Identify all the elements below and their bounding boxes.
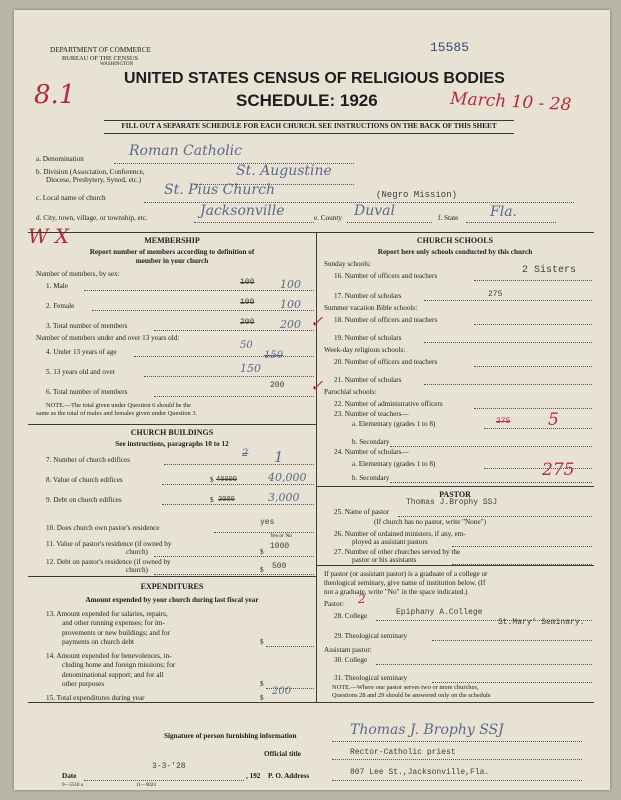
pastor-mark: 2 [358, 592, 366, 606]
q6-line [154, 396, 314, 397]
denomination-label: a. Denomination [36, 155, 84, 163]
q22-line [474, 408, 592, 409]
q12-dollar: $ [260, 566, 264, 574]
q13-line-2: and other running expenses; for im- [62, 619, 165, 628]
date-value: 3-3-'28 [152, 762, 186, 771]
church-name-label: c. Local name of church [36, 194, 106, 202]
q25-value: Thomas J.Brophy SSJ [406, 498, 498, 507]
membership-note-1: NOTE.—The total given under Question 6 should be the [46, 402, 192, 409]
table-bottom-rule [28, 702, 594, 703]
q5-line [144, 376, 314, 377]
buildings-sub: See instructions, paragraphs 10 to 12 [115, 440, 229, 448]
q23b-label: b. Secondary [352, 438, 390, 446]
q11-label-1: 11. Value of pastor's residence (if owned by [46, 540, 172, 548]
q1-new-value: 100 [280, 278, 301, 291]
q3-check-mark: ✓ [310, 312, 324, 331]
membership-sub-1: Report number of members according to definition of [89, 248, 255, 256]
pastor-sub-label: Pastor: [324, 600, 344, 608]
q20-label: 20. Number of officers and teachers [334, 358, 438, 366]
schools-title: CHURCH SCHOOLS [416, 236, 494, 245]
q18-label: 18. Number of officers and teachers [334, 316, 438, 324]
q8-old-value: 40000 [216, 476, 238, 484]
q20-line [474, 366, 592, 367]
red-annotation-number: 8.1 [34, 80, 76, 110]
q17-value: 275 [488, 290, 503, 299]
q3-label: 3. Total number of members [46, 322, 128, 330]
q11-label-2: church) [126, 548, 148, 556]
address-value: 807 Lee St.,Jacksonville,Fla. [350, 768, 490, 777]
q9-label: 9. Debt on church edifices [46, 496, 122, 504]
q27-label-1: 27. Number of other churches served by the [334, 548, 461, 556]
q12-label-2: church) [126, 566, 148, 574]
q13-line [266, 646, 314, 647]
q5-value: 150 [240, 362, 261, 375]
q11-line [154, 556, 314, 557]
q11-dollar: $ [260, 548, 264, 556]
age-heading: Number of members under and over 13 years old: [36, 334, 180, 342]
membership-title: MEMBERSHIP [144, 236, 200, 245]
q6-check-mark: ✓ [310, 376, 324, 395]
q10-line [214, 532, 314, 533]
census-schedule-sheet [14, 10, 610, 790]
address-line [332, 780, 582, 781]
sunday-schools-label: Sunday schools: [324, 260, 371, 268]
date-year: , 192 [246, 772, 261, 780]
instruction-line: FILL OUT A SEPARATE SCHEDULE FOR EACH CHURCH. SEE INSTRUCTIONS ON THE BACK OF THIS SHEET [121, 122, 497, 130]
q15-value: 200 [272, 686, 292, 697]
q8-label: 8. Value of church edifices [46, 476, 123, 484]
q4-line [134, 356, 314, 357]
graduate-note-2: theological seminary, give name of institution below. (If [324, 579, 486, 587]
q4-value-a: 50 [240, 340, 253, 351]
q17-label: 17. Number of scholars [334, 292, 402, 300]
header-rule-2 [104, 133, 514, 134]
red-cross-mark: W X [28, 224, 70, 248]
q29-value: St.Mary' Seminary. [498, 618, 585, 627]
q10-value: yes [260, 518, 275, 527]
expenditures-sub: Amount expended by your church during last fiscal year [85, 596, 259, 604]
q24b-value: 275 [542, 460, 575, 480]
q9-dollar: $ [210, 496, 214, 504]
bureau-label: BUREAU OF THE CENSUS [62, 55, 139, 62]
q23-label: 23. Number of teachers— [334, 410, 409, 418]
right-section-rule-2 [316, 565, 594, 566]
q16-line [474, 280, 592, 281]
q16-value: 2 Sisters [522, 265, 577, 276]
q8-dollar: $ [210, 476, 214, 484]
q28-value: Epiphany A.College [396, 608, 483, 617]
q29-label: 29. Theological seminary [334, 632, 408, 640]
membership-note-2: same as the total of males and females given under Question 3. [36, 410, 198, 417]
q23a-line [484, 428, 592, 429]
q3-old-value: 200 [240, 318, 255, 327]
pastor-note [332, 684, 491, 699]
weekday-schools-label: Week-day religious schools: [324, 346, 406, 354]
signature-value: Thomas J. Brophy SSJ [350, 722, 504, 738]
q2-old-value: 100 [240, 298, 255, 307]
q17-line [424, 300, 592, 301]
members-by-sex: Number of members, by sex: [36, 270, 120, 278]
q1-old-value: 100 [240, 278, 255, 287]
membership-sub-2: member in your church [135, 257, 209, 265]
q13-line-4: payments on church debt [62, 638, 135, 647]
q22-label: 22. Number of administrative officers [334, 400, 443, 408]
city-field-label: d. City, town, village, or township, etc. [36, 214, 148, 222]
summer-schools-label: Summer vacation Bible schools: [324, 304, 418, 312]
q25-note: (If church has no pastor, write "None") [374, 518, 486, 526]
pastor-title: PASTOR [439, 490, 471, 499]
q8-new-value: 40,000 [268, 471, 307, 484]
center-column-divider [316, 232, 317, 702]
q11-value: 1000 [270, 542, 290, 551]
form-number: 9—5518 a [62, 783, 83, 788]
left-section-rule-2 [28, 576, 316, 577]
state-line [466, 222, 556, 223]
church-name-value: St. Pius Church [164, 182, 275, 198]
official-title-label: Official title [264, 750, 301, 758]
address-label: P. O. Address [268, 772, 310, 780]
q4-label: 4. Under 13 years of age [46, 348, 117, 356]
q9-new-value: 3,000 [268, 491, 300, 504]
q2-new-value: 100 [280, 298, 301, 311]
q14-dollar: $ [260, 680, 264, 688]
buildings-title: CHURCH BUILDINGS [130, 428, 214, 437]
header-rule [104, 120, 514, 121]
red-annotation-date: March 10 - 28 [449, 88, 572, 116]
graduate-note-1: If pastor (or assistant pastor) is a graduate of a college or [324, 570, 488, 578]
q7-line [164, 464, 314, 465]
church-name-note: (Negro Mission) [376, 190, 458, 200]
q27-label-2: pastor or his assistants [352, 556, 417, 564]
print-number: 11—9024 [136, 783, 156, 788]
city-field-value: Jacksonville [200, 203, 285, 219]
department-label: DEPARTMENT OF COMMERCE [50, 46, 152, 54]
city-field-line [194, 222, 314, 223]
q24a-line [484, 468, 592, 469]
q15-label: 15. Total expenditures during year [46, 694, 145, 702]
q27-line [452, 564, 592, 565]
q26-label-2: ployed as assistant pastors [352, 538, 428, 546]
q13-label [46, 610, 170, 648]
state-value: Fla. [490, 204, 517, 220]
pastor-note-line-1: NOTE.—Where one pastor serves two or more churches, [332, 684, 479, 691]
q23a-new-value: 5 [548, 410, 559, 430]
q9-old-value: 3000 [218, 496, 235, 504]
q6-label: 6. Total number of members [46, 388, 128, 396]
q7-new-value: 1 [274, 448, 284, 466]
signature-label: Signature of person furnishing information [164, 732, 297, 740]
q12-value: 500 [272, 562, 287, 571]
q24b-line [390, 482, 592, 483]
assistant-pastor-label: Assistant pastor: [324, 646, 372, 654]
q24b-label: b. Secondary [352, 474, 390, 482]
division-label-1: b. Division (Association, Conference, [36, 168, 145, 176]
serial-number: 15585 [430, 40, 470, 55]
right-section-rule-1 [316, 486, 594, 487]
schools-sub: Report here only schools conducted by this church [377, 248, 533, 256]
q21-line [424, 384, 592, 385]
q13-line-1: 13. Amount expended for salaries, repairs, [46, 610, 168, 618]
q10-label: 10. Does church own pastor's residence [46, 524, 160, 532]
q30-label: 30. College [334, 656, 368, 664]
q3-new-value: 200 [280, 318, 301, 331]
q4-value-b: 150 [264, 350, 284, 361]
q24a-label: a. Elementary (grades 1 to 8) [352, 460, 436, 468]
county-line [347, 222, 432, 223]
q12-line [154, 574, 314, 575]
pastor-note-line-2: Questions 28 and 29 should be answered only on the schedule [332, 691, 491, 699]
q12-label-1: 12. Debt on pastor's residence (if owned by [46, 558, 171, 566]
q31-line [432, 682, 592, 683]
official-title-value: Rector-Catholic priest [350, 748, 456, 757]
date-line [84, 780, 244, 781]
q23a-label: a. Elementary (grades 1 to 8) [352, 420, 436, 428]
table-top-rule [28, 232, 594, 233]
q19-line [424, 342, 592, 343]
q18-line [474, 324, 592, 325]
q25-label: 25. Name of pastor [334, 508, 390, 516]
division-value: St. Augustine [236, 163, 332, 179]
left-section-rule-1 [28, 424, 316, 425]
q31-label: 31. Theological seminary [334, 674, 408, 682]
q19-label: 19. Number of scholars [334, 334, 402, 342]
expenditures-title: EXPENDITURES [140, 582, 204, 591]
q29-line [432, 640, 592, 641]
q14-line-4: other purposes [62, 680, 105, 689]
q23a-old-value: 275 [496, 417, 511, 426]
q16-label: 16. Number of officers and teachers [334, 272, 438, 280]
date-label: Date [62, 772, 77, 780]
q2-label: 2. Female [46, 302, 75, 310]
city-label: WASHINGTON [100, 62, 134, 67]
q1-label: 1. Male [46, 282, 68, 290]
q15-dollar: $ [260, 694, 264, 702]
q14-line-2: cluding home and foreign missions; for [62, 661, 176, 670]
q30-line [376, 664, 592, 665]
official-title-line [332, 759, 582, 760]
q14-line-3: denominational support; and for all [62, 670, 164, 679]
q9-line [162, 504, 314, 505]
q5-label: 5. 13 years old and over [46, 368, 116, 376]
parochial-schools-label: Parochial schools: [324, 388, 377, 396]
form-title: UNITED STATES CENSUS OF RELIGIOUS BODIES [124, 70, 505, 87]
q7-old-value: 2 [242, 448, 249, 459]
q24-label: 24. Number of scholars— [334, 448, 409, 456]
county-label: e. County [314, 214, 342, 222]
q26-label-1: 26. Number of ordained ministers, if any, em- [334, 530, 466, 538]
q6-value: 200 [270, 381, 285, 390]
q14-label [46, 652, 175, 690]
q8-line [162, 484, 314, 485]
division-label-2: Diocese, Presbytery, Synod, etc.) [46, 176, 142, 184]
q23b-line [390, 446, 592, 447]
graduate-note-3: not a graduate, write "No" in the space indicated.) [324, 588, 468, 596]
signature-line [332, 741, 582, 742]
schedule-title: SCHEDULE: 1926 [236, 91, 378, 110]
q25-line [398, 516, 592, 517]
denomination-value: Roman Catholic [129, 143, 242, 159]
state-label: f. State [438, 214, 459, 222]
county-value: Duval [354, 203, 395, 219]
q7-label: 7. Number of church edifices [46, 456, 131, 464]
q28-label: 28. College [334, 612, 368, 620]
q13-dollar: $ [260, 638, 264, 646]
q26-line [452, 546, 592, 547]
q13-line-3: provements or new buildings; and for [62, 628, 170, 637]
q14-line-1: 14. Amount expended for benevolences, in- [46, 652, 172, 660]
q21-label: 21. Number of scholars [334, 376, 402, 384]
yes-no-caption: Yes or No [270, 533, 293, 539]
